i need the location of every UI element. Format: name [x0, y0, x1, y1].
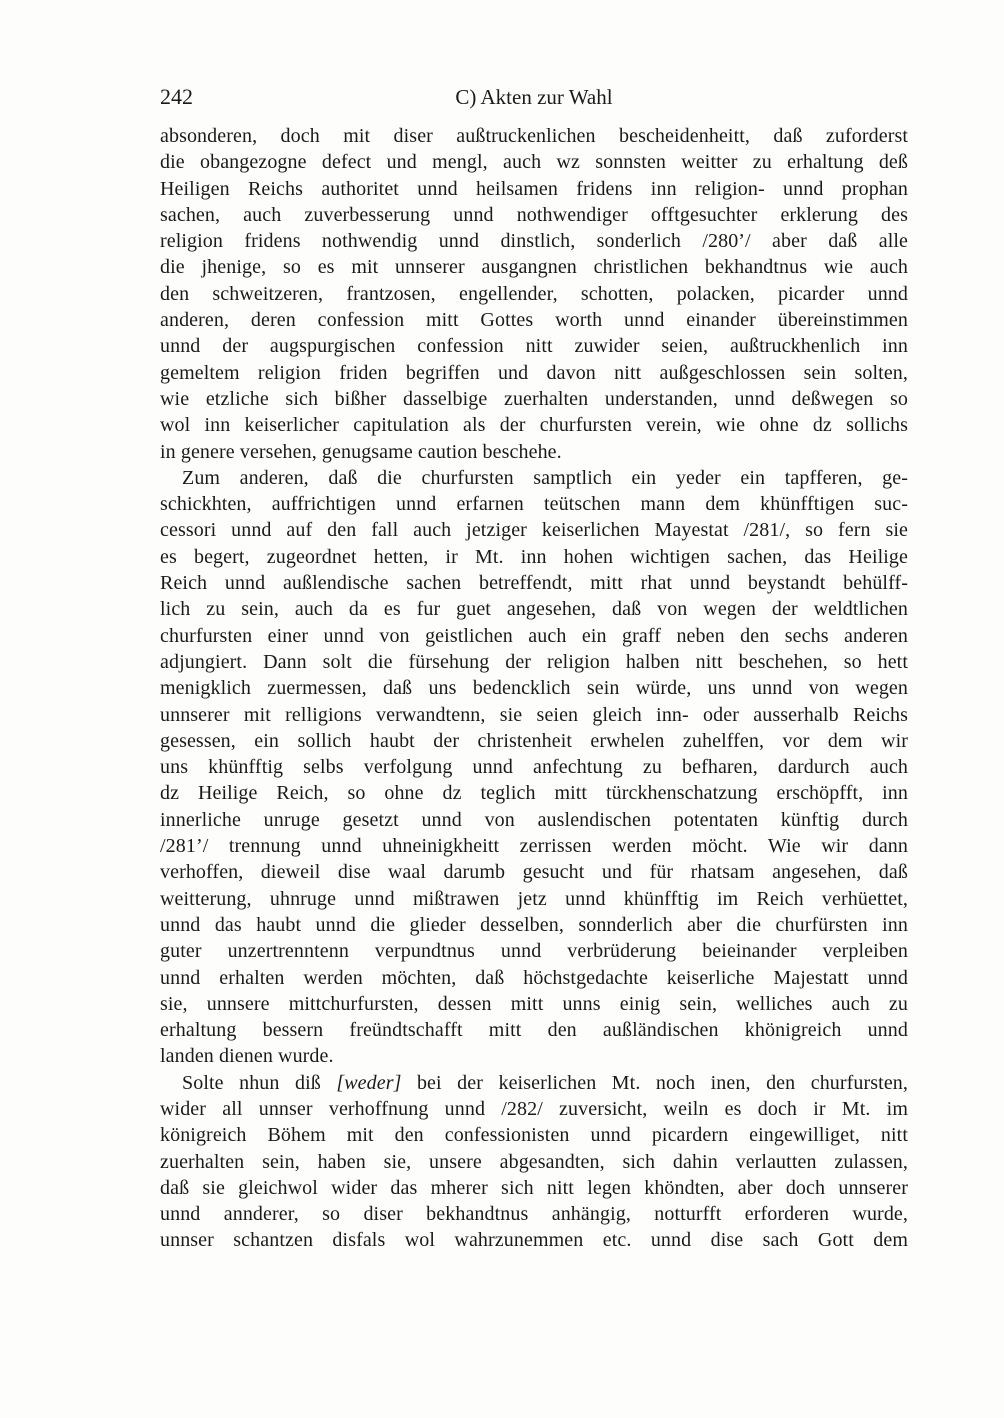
text-line: landen dienen wurde.: [160, 1045, 334, 1068]
text-line: /281’/ trennung unnd uhneinigkheitt zerrissen werden möcht. Wie wir dann: [160, 835, 908, 858]
text-line: dz Heilige Reich, so ohne dz teglich mitt türckhenschatzung erschöpfft, inn: [160, 782, 908, 805]
text-line: guter unzertrenntenn verpundtnus unnd verbrüderung beieinander verpleiben: [160, 940, 908, 963]
text-line: wie etzliche sich bißher dasselbige zuerhalten understanden, unnd deßwegen so: [160, 387, 908, 410]
text-line: die jhenige, so es mit unnserer ausgangnen christlichen bekhandtnus wie auch: [160, 256, 908, 279]
text-line: sachen, auch zuverbesserung unnd nothwendiger offtgesuchter erklerung des: [160, 203, 908, 226]
text-line: zuerhalten sein, haben sie, unsere abgesandten, sich dahin verlautten zulassen,: [160, 1150, 908, 1173]
text-line: königreich Böhem mit den confessionisten unnd picardern eingewilliget, nitt: [160, 1124, 908, 1147]
text-line: verhoffen, dieweil dise waal darumb gesucht und für rhatsam angesehen, daß: [160, 861, 908, 884]
page-number: 242: [160, 84, 193, 109]
paragraph: [160, 1070, 908, 1254]
text-line: unnserer mit relligions verwandtenn, sie seien gleich inn- oder ausserhalb Reichs: [160, 703, 908, 726]
text-line: gemeltem religion friden begriffen und davon nitt außgeschlossen sein solten,: [160, 361, 908, 384]
text-block: [160, 84, 908, 1254]
page-body: [160, 123, 908, 1254]
text-line: cessori unnd auf den fall auch jetziger keiserlichen Mayestat /281/, so fern sie: [160, 519, 908, 542]
text-line: schickhten, auffrichtigen unnd erfarnen teütschen mann dem khünfftigen suc-: [160, 493, 908, 516]
text-line: daß sie gleichwol wider das mherer sich nitt legen khöndten, aber doch unnserer: [160, 1176, 908, 1199]
text-line: unnd der augspurgischen confession nitt zuwider seien, außtruckhenlich inn: [160, 335, 908, 358]
text-line: Solte nhun diß [weder] bei der keiserlichen Mt. noch inen, den churfursten,: [182, 1071, 908, 1094]
paragraph: [160, 465, 908, 1070]
text-line: menigklich zuermessen, daß uns bedencklich sein würde, uns unnd von wegen: [160, 677, 908, 700]
text-line: die obangezogne defect und mengl, auch wz sonnsten weitter zu erhaltung deß: [160, 151, 908, 174]
text-line: churfursten einer unnd von geistlichen auch ein graff neben den sechs anderen: [160, 624, 908, 647]
text-line: unnd erhalten werden möchten, daß höchstgedachte keiserliche Majestatt unnd: [160, 966, 908, 989]
page-header: [160, 84, 908, 110]
text-line: Zum anderen, daß die churfursten samptlich ein yeder ein tapfferen, ge-: [182, 466, 908, 489]
text-line: Heiligen Reichs authoritet unnd heilsamen fridens inn religion- unnd prophan: [160, 177, 908, 200]
text-line: uns khünfftig selbs verfolgung unnd anfechtung zu befharen, dardurch auch: [160, 756, 908, 779]
text-line: unnd das haubt unnd die glieder desselben, sonnderlich aber die churfürsten inn: [160, 913, 908, 936]
text-line: weitterung, uhnruge unnd mißtrawen jetz unnd khünfftig im Reich verhüettet,: [160, 887, 908, 910]
text-line: innerliche unruge gesetzt unnd von auslendischen potentaten künftig durch: [160, 808, 908, 831]
text-line: unnd annderer, so diser bekhandtnus anhängig, notturfft erforderen wurde,: [160, 1203, 908, 1226]
text-line: absonderen, doch mit diser außtruckenlichen bescheidenheitt, daß zuforderst: [160, 125, 908, 147]
text-line: erhaltung bessern freündtschafft mitt den außländischen khönigreich unnd: [160, 1019, 908, 1042]
text-line: anderen, deren confession mitt Gottes worth unnd einander übereinstimmen: [160, 309, 908, 332]
text-line: Reich unnd außlendische sachen betreffendt, mitt rhat unnd beystandt behülff-: [160, 572, 908, 595]
text-line: in genere versehen, genugsame caution beschehe.: [160, 440, 562, 463]
text-line: wol inn keiserlicher capitulation als der churfursten verein, wie ohne dz sollichs: [160, 414, 908, 437]
text-line: sie, unnsere mittchurfursten, dessen mitt unns einig sein, welliches auch zu: [160, 992, 908, 1015]
text-line: es begert, zugeordnet hetten, ir Mt. inn hohen wichtigen sachen, das Heilige: [160, 545, 908, 568]
text-line: wider all unnser verhoffnung unnd /282/ zuversicht, weiln es doch ir Mt. im: [160, 1097, 908, 1120]
paragraph: [160, 123, 908, 465]
text-line: den schweitzeren, frantzosen, engellender, schotten, polacken, picarder unnd: [160, 282, 908, 305]
text-line: lich zu sein, auch da es fur guet angesehen, daß von wegen der weldtlichen: [160, 598, 908, 621]
running-title: C) Akten zur Wahl: [455, 85, 613, 109]
text-line: unnser schantzen disfals wol wahrzunemmen etc. unnd dise sach Gott dem: [160, 1229, 908, 1252]
text-line: gesessen, ein sollich haubt der christenheit erwhelen zuhelffen, vor dem wir: [160, 729, 908, 752]
text-line: adjungiert. Dann solt die fürsehung der religion halben nitt beschehen, so hett: [160, 650, 908, 673]
text-line: religion fridens nothwendig unnd dinstlich, sonderlich /280’/ aber daß alle: [160, 230, 908, 253]
